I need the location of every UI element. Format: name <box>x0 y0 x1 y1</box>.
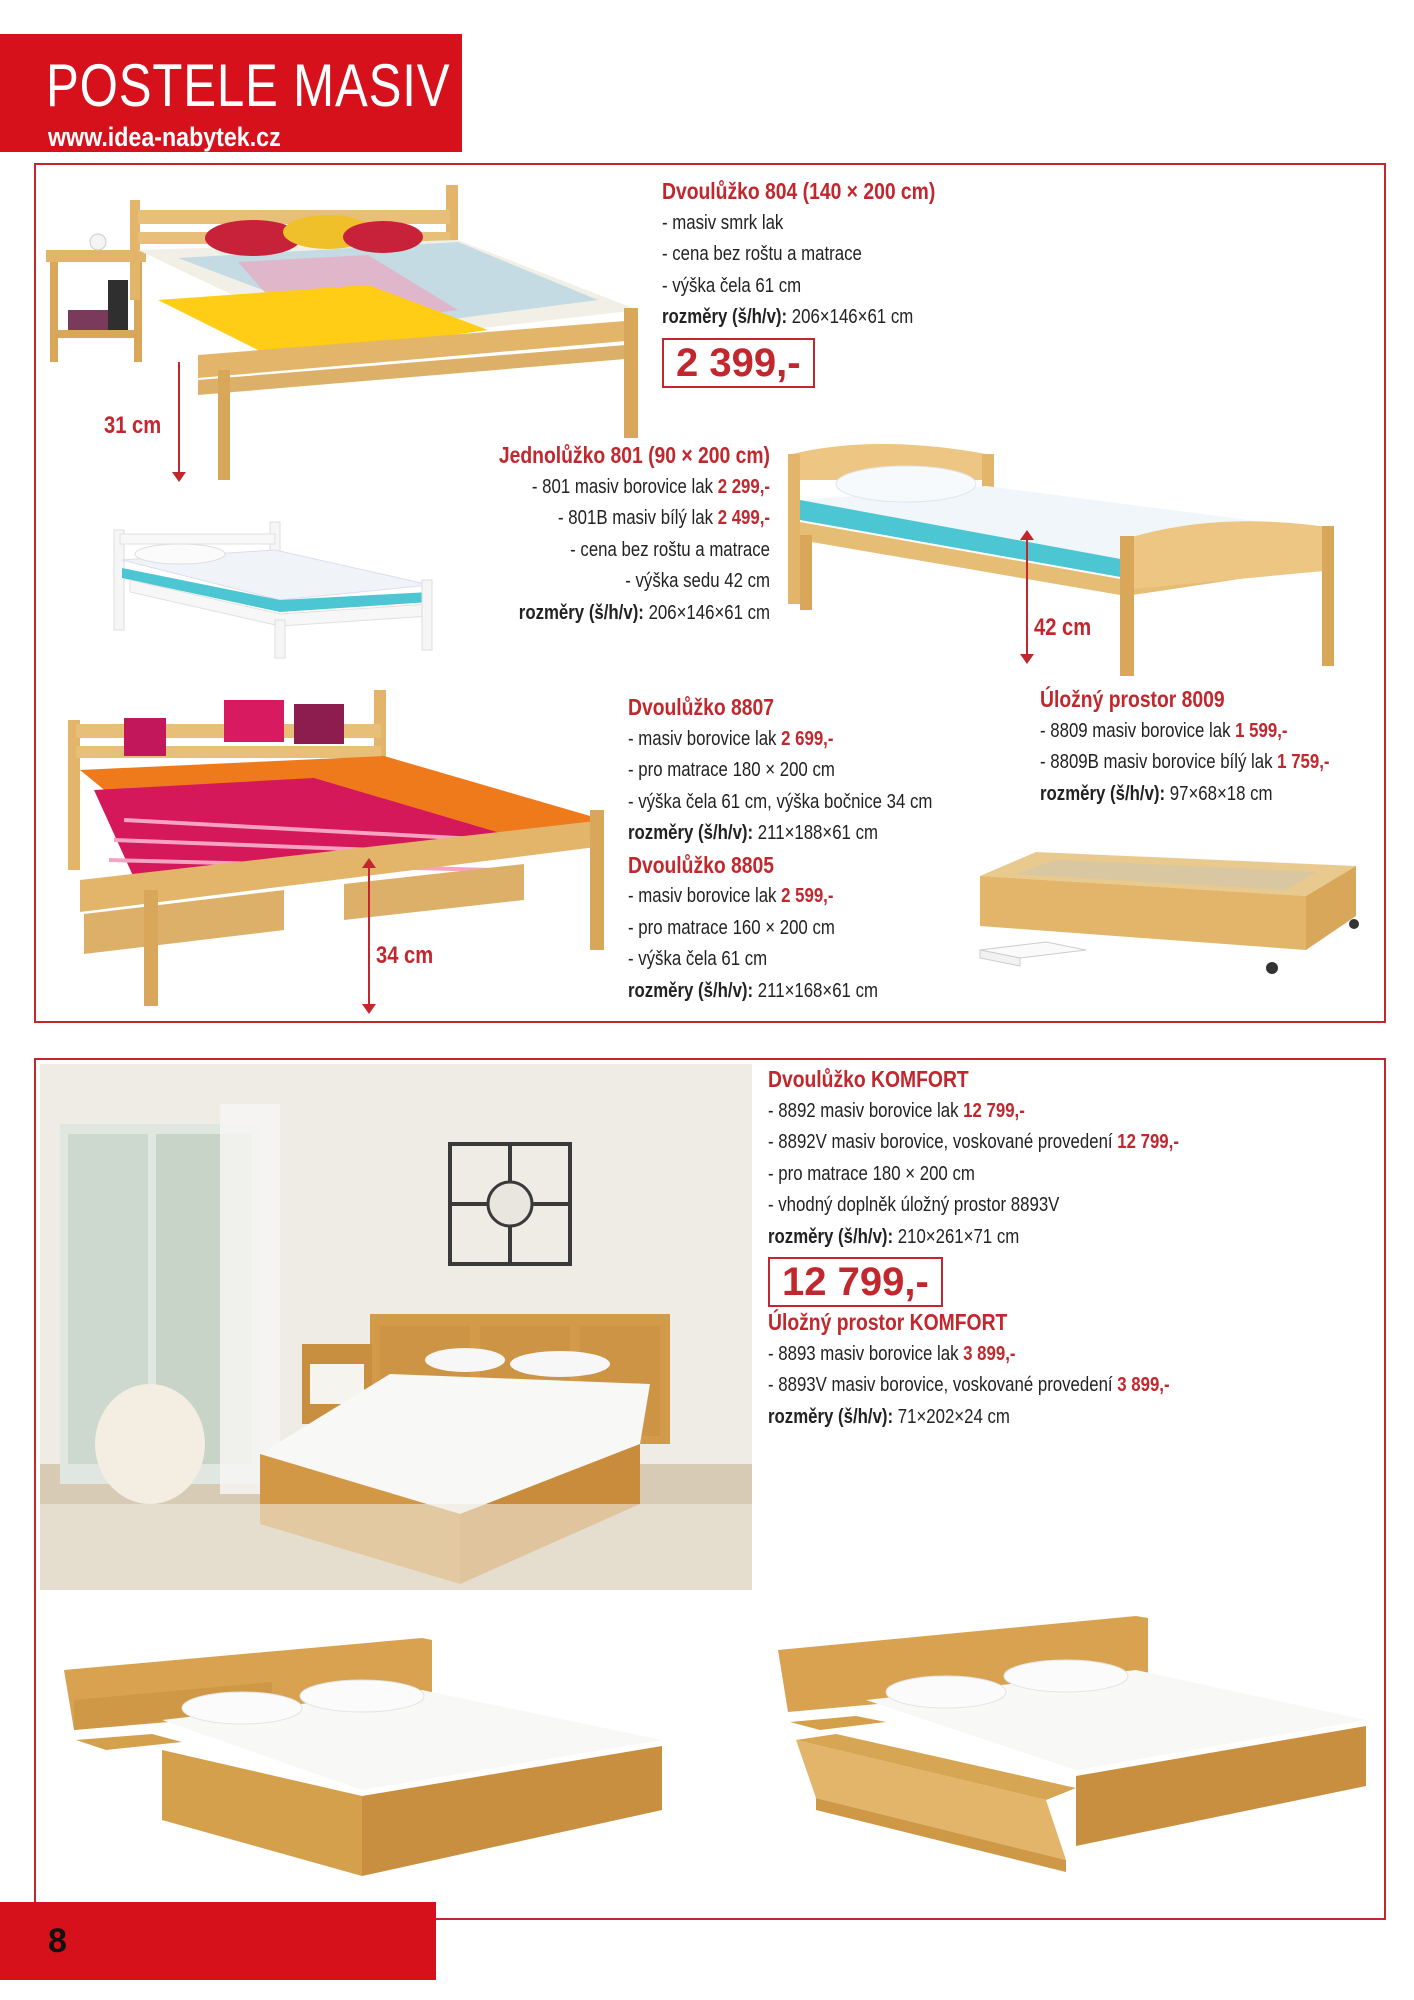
page-header <box>0 34 462 152</box>
variant-price: 12 799,- <box>1117 1131 1179 1153</box>
product-name-8805: Dvoulůžko 8805 <box>628 851 775 878</box>
dimensions-value: 210×261×71 cm <box>897 1225 1020 1248</box>
dimensions-label: rozměry (š/h/v): <box>768 1225 894 1248</box>
dimensions-line <box>768 1222 1179 1254</box>
variant-text: - 8892V masiv borovice, voskované provedení <box>768 1131 1113 1153</box>
spec-line <box>1040 716 1329 748</box>
variant-price: 2 299,- <box>717 475 770 498</box>
spec-line <box>434 472 770 504</box>
dimensions-label: rozměry (š/h/v): <box>628 822 754 844</box>
product-name: Dvoulůžko KOMFORT <box>768 1066 969 1092</box>
page-number: 8 <box>48 1922 67 1960</box>
product-name: Úložný prostor 8009 <box>1040 686 1225 712</box>
variant-price: 3 899,- <box>1117 1374 1170 1396</box>
dimensions-label: rozměry (š/h/v): <box>628 979 754 1002</box>
spec-line <box>628 724 932 756</box>
bed-804-height-arrow <box>178 362 180 474</box>
variant-text: - 8809B masiv borovice bílý lak <box>1040 751 1273 773</box>
spec-line <box>768 1370 1179 1402</box>
product-8009 <box>1040 684 1385 810</box>
dimensions-line <box>434 598 770 630</box>
product-name: Dvoulůžko 8807 <box>628 694 775 720</box>
dimensions-line <box>628 818 932 850</box>
variant-price: 2 699,- <box>781 727 834 750</box>
spec-line: - masiv smrk lak <box>662 211 784 234</box>
variant-text: - 8893 masiv borovice lak <box>768 1342 959 1365</box>
spec-line: - cena bez roštu a matrace <box>662 243 862 265</box>
website-url[interactable]: www.idea-nabytek.cz <box>48 122 281 152</box>
price-box: 2 399,- <box>662 338 815 388</box>
dimensions-line <box>662 302 935 334</box>
bed-801-height-arrow <box>1026 538 1028 656</box>
spec-line <box>768 1127 1179 1159</box>
dimensions-line <box>628 976 932 1008</box>
variant-price: 1 599,- <box>1235 719 1288 742</box>
product-name-storage: Úložný prostor KOMFORT <box>768 1309 1008 1335</box>
bed-801-height-label: 42 cm <box>1034 614 1092 641</box>
spec-line: - pro matrace 160 × 200 cm <box>628 916 835 939</box>
product-8807 <box>628 692 990 1007</box>
variant-text: - 801B masiv bílý lak <box>558 507 714 529</box>
dimensions-label: rozměry (š/h/v): <box>518 601 644 624</box>
spec-line <box>1040 747 1329 779</box>
komfort-bedroom-photo <box>40 1064 752 1590</box>
dimensions-label: rozměry (š/h/v): <box>662 306 788 328</box>
variant-price: 12 799,- <box>963 1099 1025 1122</box>
dimensions-value: 211×188×61 cm <box>757 822 878 844</box>
spec-line: - cena bez roštu a matrace <box>570 538 770 561</box>
bed-8807-height-arrow <box>368 866 370 1006</box>
dimensions-line <box>1040 779 1329 811</box>
dimensions-value: 97×68×18 cm <box>1169 782 1273 805</box>
spec-line: - výška čela 61 cm <box>628 948 768 970</box>
spec-line <box>768 1096 1179 1128</box>
bed-804-height-label: 31 cm <box>104 412 162 439</box>
spec-line: - vhodný doplněk úložný prostor 8893V <box>768 1194 1060 1216</box>
bed-8807-height-label: 34 cm <box>376 942 434 969</box>
dimensions-value: 206×146×61 cm <box>791 306 914 328</box>
spec-line: - výška čela 61 cm <box>662 274 802 297</box>
dimensions-value: 71×202×24 cm <box>897 1405 1010 1428</box>
product-name: Dvoulůžko 804 (140 × 200 cm) <box>662 178 936 204</box>
variant-text: - masiv borovice lak <box>628 885 777 907</box>
variant-text: - 801 masiv borovice lak <box>531 475 714 498</box>
page-title: POSTELE MASIV <box>46 52 451 119</box>
dimensions-line <box>768 1402 1179 1434</box>
bed-801b-photo <box>110 520 440 660</box>
spec-line <box>768 1339 1179 1371</box>
dimensions-value: 211×168×61 cm <box>757 979 878 1002</box>
product-komfort <box>768 1064 1257 1433</box>
spec-line: - pro matrace 180 × 200 cm <box>628 759 835 781</box>
price-box: 12 799,- <box>768 1257 943 1307</box>
spec-line: - výška čela 61 cm, výška bočnice 34 cm <box>628 790 933 813</box>
storage-8009-photo <box>976 846 1366 986</box>
spec-line <box>628 881 932 913</box>
dimensions-label: rozměry (š/h/v): <box>768 1405 894 1428</box>
variant-text: - 8809 masiv borovice lak <box>1040 719 1231 742</box>
spec-line: - pro matrace 180 × 200 cm <box>768 1162 975 1185</box>
variant-text: - 8892 masiv borovice lak <box>768 1099 959 1122</box>
komfort-bed-drawer-photo <box>776 1610 1376 1880</box>
komfort-bed-photo <box>62 1630 662 1880</box>
bed-801-photo <box>786 440 1346 680</box>
variant-price: 2 599,- <box>781 885 834 907</box>
variant-price: 2 499,- <box>717 507 770 529</box>
bed-8807-photo <box>64 690 610 1010</box>
spec-line <box>434 503 770 535</box>
spec-line: - výška sedu 42 cm <box>625 570 770 592</box>
product-name: Jednolůžko 801 (90 × 200 cm) <box>498 442 770 468</box>
dimensions-value: 206×146×61 cm <box>648 601 770 624</box>
variant-text: - masiv borovice lak <box>628 727 777 750</box>
variant-text: - 8893V masiv borovice, voskované provedení <box>768 1374 1113 1396</box>
product-804 <box>662 176 987 388</box>
dimensions-label: rozměry (š/h/v): <box>1040 782 1166 805</box>
variant-price: 1 759,- <box>1277 751 1330 773</box>
variant-price: 3 899,- <box>963 1342 1016 1365</box>
